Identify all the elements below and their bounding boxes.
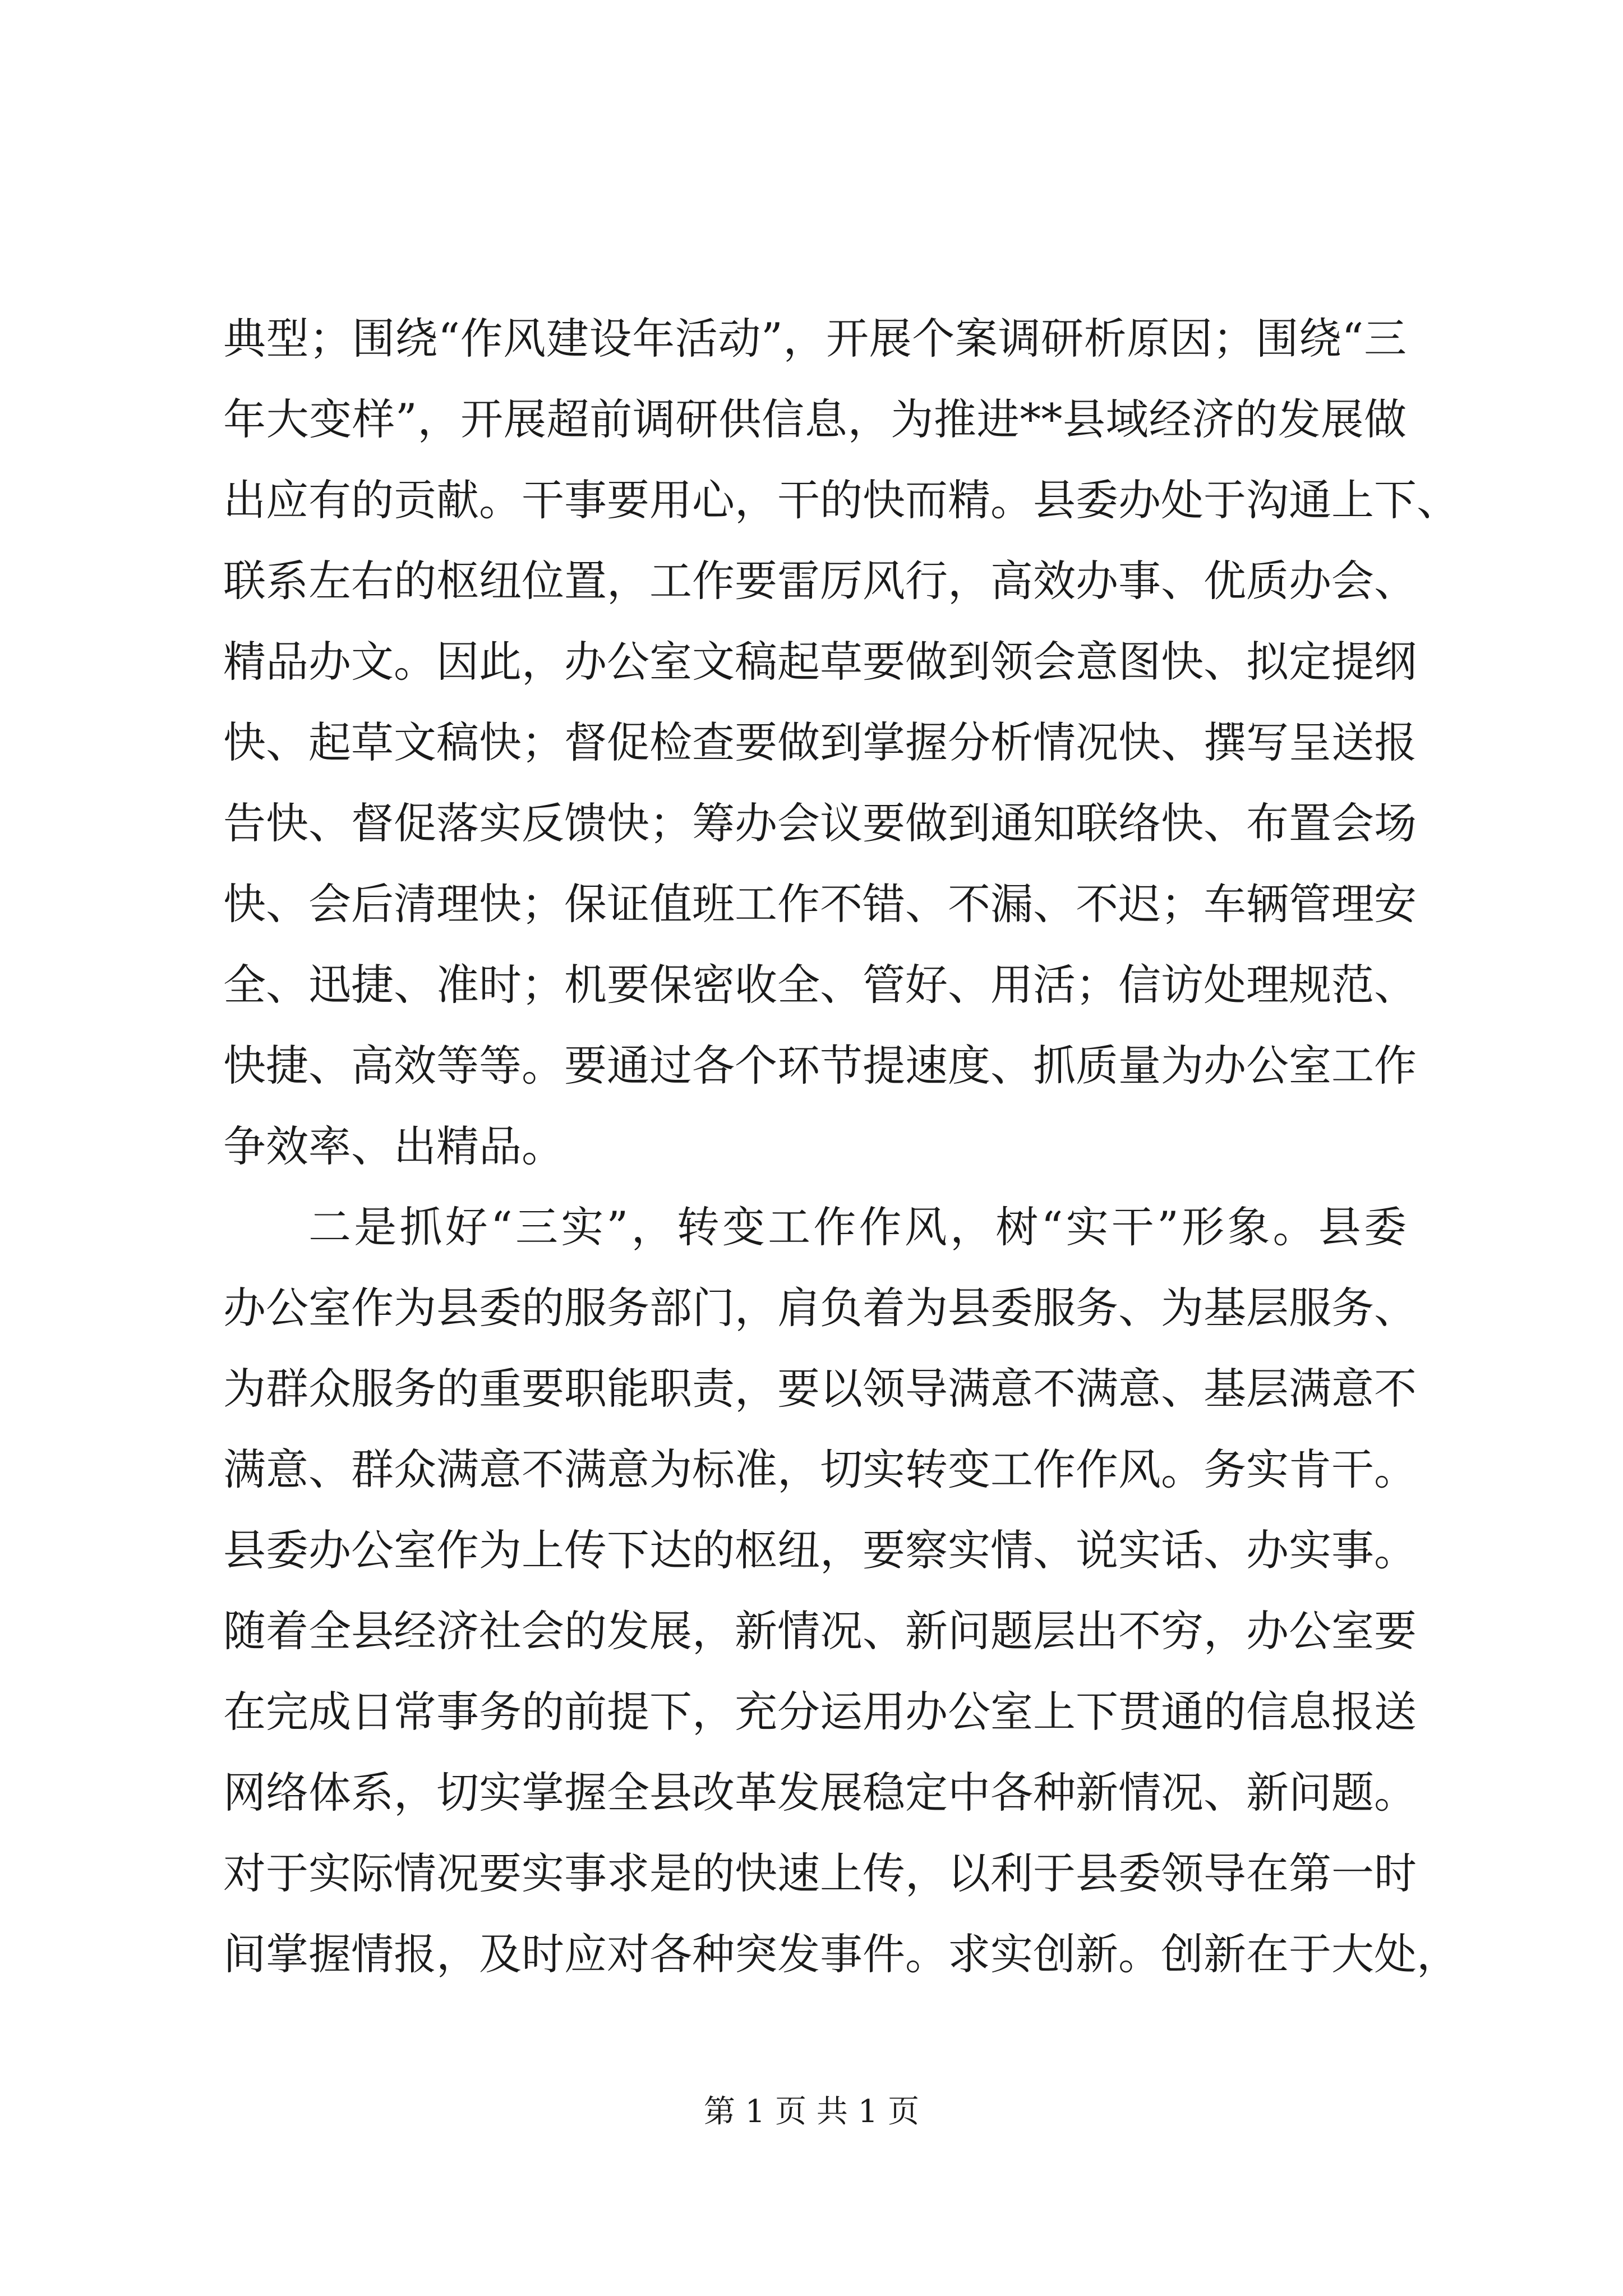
text-line: 县委办公室作为上传下达的枢纽，要察实情、说实话、办实事。 — [223, 1525, 1417, 1575]
text-line: 出应有的贡献。干事要用心，干的快而精。县委办处于沟通上下、 — [223, 475, 1459, 525]
text-line: 联系左右的枢纽位置，工作要雷厉风行，高效办事、优质办会、 — [223, 556, 1417, 606]
text-line: 快捷、高效等等。要通过各个环节提速度、抓质量为办公室工作 — [223, 1041, 1417, 1091]
document-body — [223, 298, 1459, 1995]
text-line: 精品办文。因此，办公室文稿起草要做到领会意图快、拟定提纲 — [223, 637, 1417, 687]
text-line: 告快、督促落实反馈快；筹办会议要做到通知联络快、布置会场 — [223, 798, 1417, 848]
text-line: 在完成日常事务的前提下，充分运用办公室上下贯通的信息报送 — [223, 1687, 1417, 1737]
page-footer: 第 1 页 共 1 页 — [703, 2093, 920, 2130]
text-line: 网络体系，切实掌握全县改革发展稳定中各种新情况、新问题。 — [223, 1768, 1417, 1818]
paragraph-first-line: 二是抓好“三实”，转变工作作风，树“实干”形象。县委 — [308, 1202, 1407, 1252]
text-line: 随着全县经济社会的发展，新情况、新问题层出不穷，办公室要 — [223, 1606, 1417, 1656]
text-line: 为群众服务的重要职能职责，要以领导满意不满意、基层满意不 — [223, 1364, 1417, 1414]
text-line: 争效率、出精品。 — [223, 1121, 564, 1171]
text-line: 快、会后清理快；保证值班工作不错、不漏、不迟；车辆管理安 — [223, 879, 1417, 929]
text-line: 快、起草文稿快；督促检查要做到掌握分析情况快、撰写呈送报 — [223, 717, 1417, 767]
text-line: 年大变样”，开展超前调研供信息，为推进**县域经济的发展做 — [223, 394, 1407, 444]
text-line: 办公室作为县委的服务部门，肩负着为县委服务、为基层服务、 — [223, 1283, 1417, 1333]
text-line: 满意、群众满意不满意为标准，切实转变工作作风。务实肯干。 — [223, 1444, 1417, 1494]
text-line: 全、迅捷、准时；机要保密收全、管好、用活；信访处理规范、 — [223, 960, 1417, 1010]
text-line: 典型；围绕“作风建设年活动”，开展个案调研析原因；围绕“三 — [223, 314, 1407, 364]
text-line: 对于实际情况要实事求是的快速上传，以利于县委领导在第一时 — [223, 1848, 1417, 1898]
text-line: 间掌握情报，及时应对各种突发事件。求实创新。创新在于大处， — [223, 1929, 1459, 1979]
